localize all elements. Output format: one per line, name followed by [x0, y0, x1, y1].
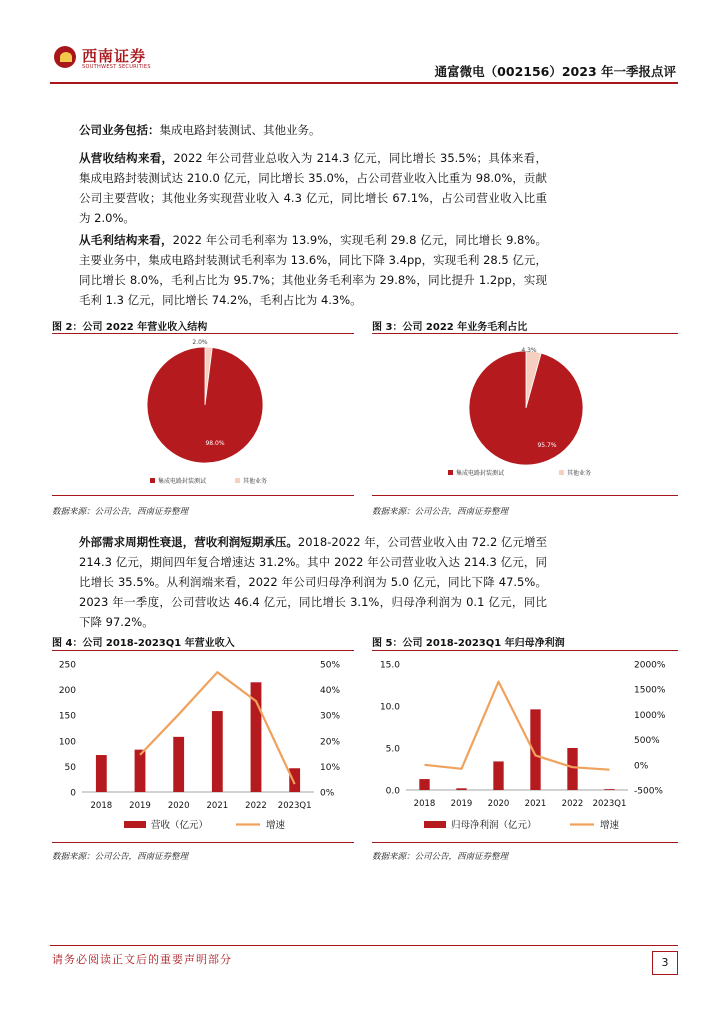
bar: [604, 789, 614, 790]
bar: [567, 748, 577, 790]
logo-swoosh-icon: [60, 52, 72, 62]
legend-label: 集成电路封装测试: [158, 478, 207, 485]
pie-data-label: 98.0%: [205, 440, 225, 447]
y-left-tick-label: 5.0: [385, 744, 400, 755]
y-right-tick-label: -500%: [634, 786, 663, 797]
page-number: 3: [652, 951, 678, 975]
x-tick-label: 2020: [487, 799, 510, 809]
y-right-tick-label: 2000%: [634, 660, 666, 671]
bar: [419, 779, 429, 790]
figure-4-combo-chart: [52, 652, 354, 838]
paragraph-lead: 从毛利结构来看，: [79, 233, 173, 247]
paragraph-body: 集成电路封装测试、其他业务。: [159, 123, 321, 137]
x-tick-label: 2021: [206, 801, 229, 811]
figure-5-title: 图 5：公司 2018-2023Q1 年归母净利润: [372, 638, 565, 649]
footer-disclaimer: 请务必阅读正文后的重要声明部分: [52, 953, 232, 966]
header-divider: [50, 82, 678, 84]
figure-4-source: 数据来源：公司公告，西南证券整理: [52, 852, 189, 862]
paragraph-body: 2022 年公司毛利率为 13.9%，实现毛利 29.8 亿元，同比增长 9.8%。主要业务中，集成电路封装测试毛利率为 13.6%，同比下降 3.4pp，实现毛利 28.5 亿元，同比增长 8.0%，毛利占比为 95.7%；其他业务毛利率为 29.8%，同比提升 1.2pp，实现毛利 1.3 亿元，同比增长 74.2%，毛利占比为 4.3%。: [79, 233, 547, 307]
y-right-tick-label: 20%: [320, 737, 341, 748]
y-left-tick-label: 150: [58, 711, 76, 722]
y-right-tick-label: 30%: [320, 711, 341, 722]
x-tick-label: 2018: [413, 799, 436, 809]
legend-label: 营收（亿元）: [151, 820, 209, 831]
y-left-tick-label: 250: [58, 660, 76, 671]
legend-label: 集成电路封装测试: [456, 470, 505, 477]
legend-label: 增速: [266, 820, 286, 831]
legend-label: 其他业务: [243, 478, 268, 485]
y-left-tick-label: 0.0: [385, 786, 400, 797]
legend-label: 增速: [600, 820, 620, 831]
bar: [96, 755, 107, 792]
bar: [173, 737, 184, 792]
y-right-tick-label: 500%: [634, 736, 660, 747]
figure-5-rule: [372, 650, 678, 651]
figure-4-bottom-rule: [52, 842, 354, 843]
paragraph-business: [79, 120, 547, 140]
y-left-tick-label: 100: [58, 737, 76, 748]
logo-english-text: SOUTHWEST SECURITIES: [82, 64, 151, 70]
x-tick-label: 2021: [524, 799, 547, 809]
figure-5-source: 数据来源：公司公告，西南证券整理: [372, 852, 509, 862]
legend-swatch: [448, 470, 453, 475]
x-tick-label: 2023Q1: [592, 799, 627, 809]
figure-5-bottom-rule: [372, 842, 678, 843]
paragraph-lead: 从营收结构来看，: [79, 151, 174, 165]
figure-3-title: 图 3：公司 2022 年业务毛利占比: [372, 322, 528, 333]
paragraph-lead: 外部需求周期性衰退，营收利润短期承压。: [79, 535, 298, 549]
legend-swatch: [559, 470, 564, 475]
y-left-tick-label: 0: [70, 788, 76, 799]
legend-swatch: [235, 478, 240, 483]
y-left-tick-label: 15.0: [379, 660, 400, 671]
figure-2-source: 数据来源：公司公告，西南证券整理: [52, 507, 189, 517]
y-left-tick-label: 200: [58, 686, 76, 697]
y-right-tick-label: 50%: [320, 660, 341, 671]
figure-4-title: 图 4：公司 2018-2023Q1 年营业收入: [52, 638, 235, 649]
bar: [135, 750, 146, 792]
report-title: 通富微电（002156）2023 年一季报点评: [434, 64, 676, 79]
paragraph-body: 2018-2022 年，公司营业收入由 72.2 亿元增至 214.3 亿元，期间四年复合增速达 31.2%。其中 2022 年公司营业收入达 214.3 亿元，同比增长 35.5%。从利润端来看，2022 年公司归母净利润为 5.0 亿元，同比下降 47.5%。2023 年一季度，公司营收达 46.4 亿元，同比增长 3.1%，归母净利润为 0.1 亿元，同比下降 97.2%。: [79, 535, 547, 629]
x-tick-label: 2018: [90, 801, 113, 811]
legend-swatch: [424, 821, 446, 828]
bar: [493, 761, 503, 790]
pie-data-label: 2.0%: [192, 339, 208, 346]
legend-swatch: [150, 478, 155, 483]
figure-3-bottom-rule: [372, 495, 678, 496]
paragraph-body: 2022 年公司营业总收入为 214.3 亿元，同比增长 35.5%；具体来看，集成电路封装测试达 210.0 亿元，同比增长 35.0%，占公司营业收入比重为 98.0%，贡献公司主要营收；其他业务实现营业收入 4.3 亿元，同比增长 67.1%，占公司营业收入比重为 2.0%。: [79, 151, 547, 225]
bar: [289, 768, 300, 792]
legend-label: 其他业务: [567, 470, 592, 477]
logo-text: 西南证券: [82, 47, 147, 65]
paragraph-revenue-structure: [79, 148, 547, 228]
y-left-tick-label: 50: [64, 762, 76, 773]
pie-data-label: 4.3%: [521, 347, 537, 354]
figure-5-combo-chart: [372, 652, 678, 838]
figure-2-pie-chart: [52, 334, 354, 492]
figure-3-source: 数据来源：公司公告，西南证券整理: [372, 507, 509, 517]
x-tick-label: 2022: [245, 801, 267, 811]
figure-4-rule: [52, 650, 354, 651]
x-tick-label: 2019: [450, 799, 473, 809]
footer-divider: [50, 945, 678, 946]
figure-2-bottom-rule: [52, 495, 354, 496]
x-tick-label: 2019: [129, 801, 151, 811]
figure-3-pie-chart: [372, 334, 678, 492]
paragraph-lead: 公司业务包括：: [79, 123, 160, 137]
x-tick-label: 2020: [167, 801, 190, 811]
y-right-tick-label: 1000%: [634, 710, 666, 721]
y-left-tick-label: 10.0: [379, 702, 400, 713]
y-right-tick-label: 10%: [320, 762, 341, 773]
legend-label: 归母净利润（亿元）: [451, 820, 537, 831]
y-right-tick-label: 0%: [320, 788, 335, 799]
x-tick-label: 2023Q1: [277, 801, 312, 811]
y-right-tick-label: 1500%: [634, 685, 666, 696]
paragraph-gross-profit: [79, 230, 547, 310]
y-right-tick-label: 0%: [634, 761, 649, 772]
x-tick-label: 2022: [561, 799, 584, 809]
y-right-tick-label: 40%: [320, 686, 341, 697]
legend-swatch: [124, 821, 146, 828]
growth-line: [425, 682, 610, 770]
pie-data-label: 95.7%: [537, 442, 557, 449]
pie-slice: [469, 351, 583, 465]
bar: [212, 711, 223, 792]
paragraph-trend: [79, 532, 547, 632]
bar: [456, 788, 466, 790]
figure-2-title: 图 2：公司 2022 年营业收入结构: [52, 322, 208, 333]
